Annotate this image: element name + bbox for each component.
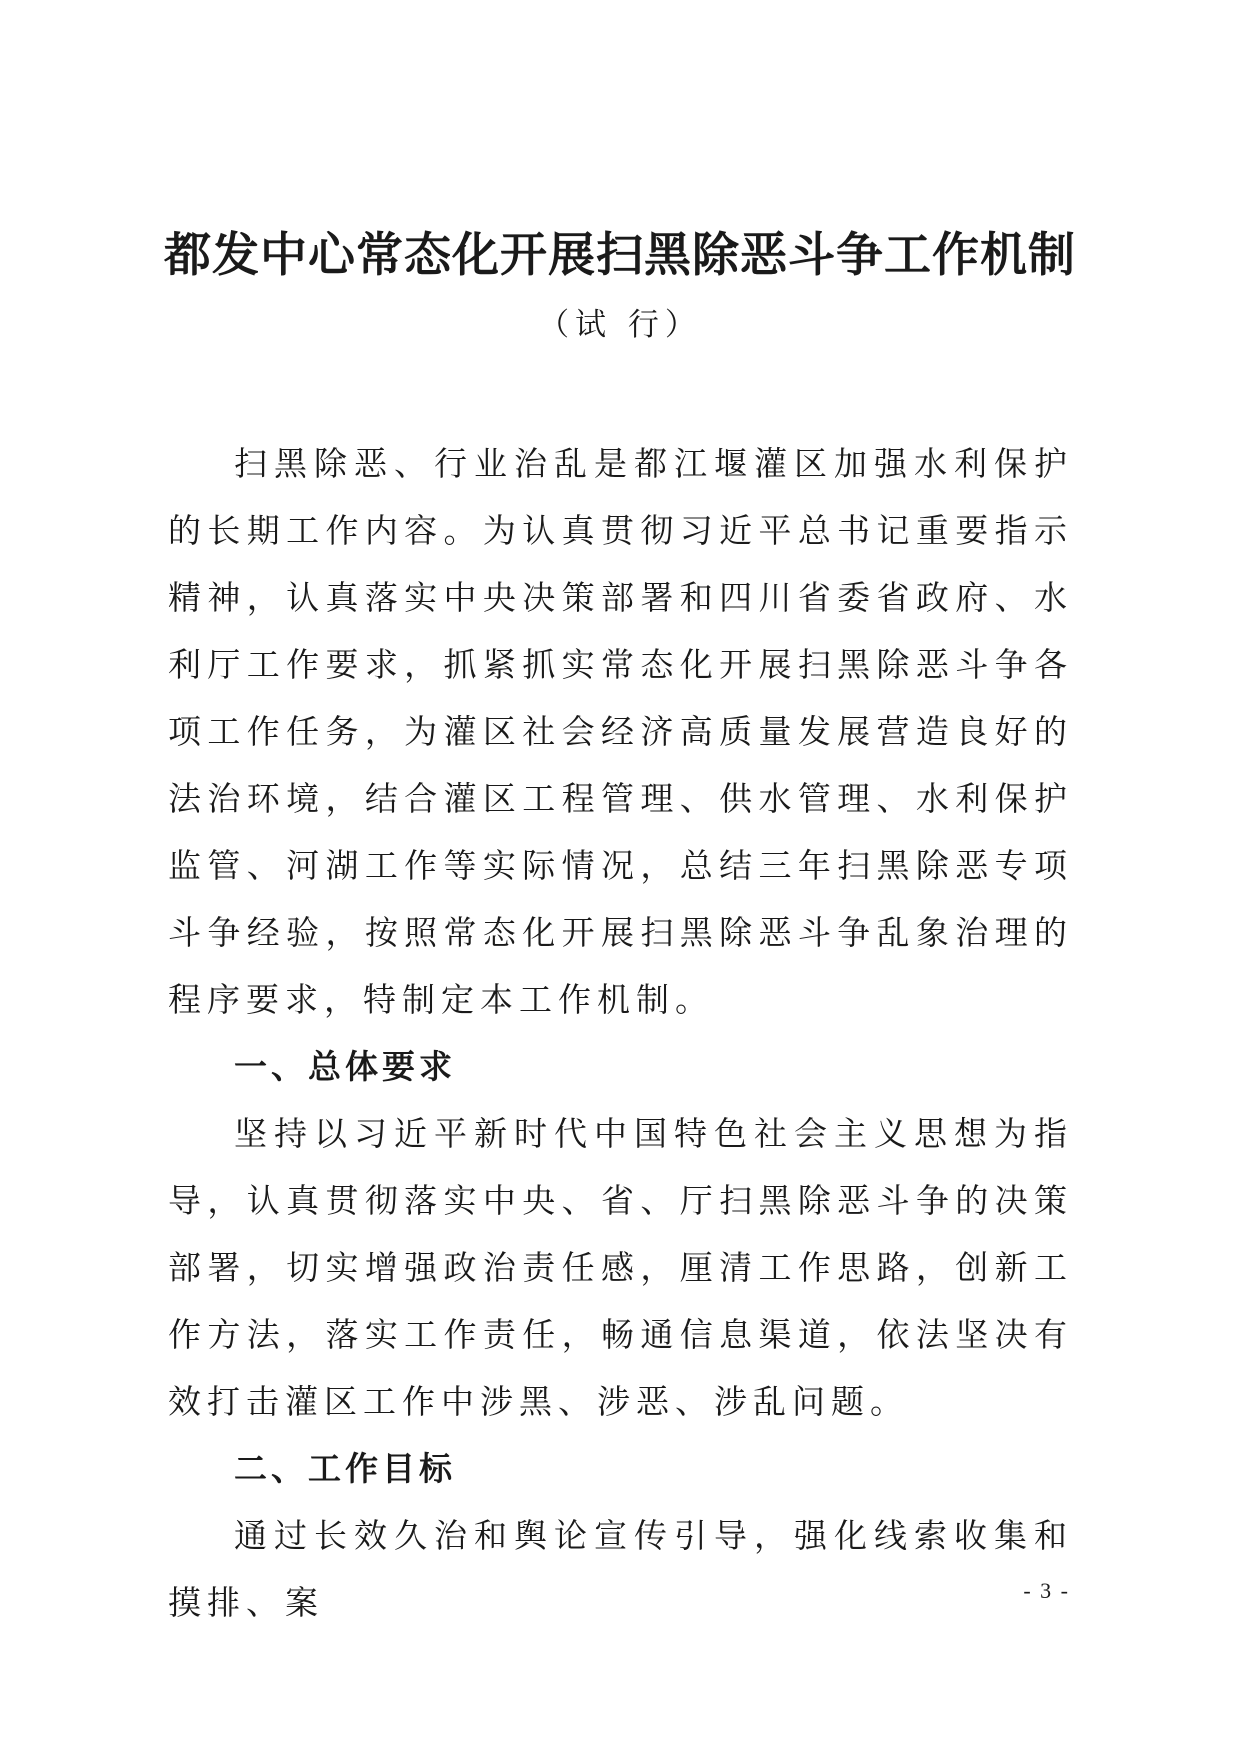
document-subtitle: （试 行） [538, 307, 702, 343]
section-heading-work-objectives: 二、工作目标 [234, 1449, 456, 1488]
general-requirements-paragraph: 坚持以习近平新时代中国特色社会主义思想为指导，认真贯彻落实中央、省、厅扫黑除恶斗争的决策部署，切实增强政治责任感，厘清工作思路，创新工作方法，落实工作责任，畅通信息渠道，依法坚决有效打击灌区工作中涉黑、涉恶、涉乱问题。 [168, 1114, 1073, 1421]
document-title: 都发中心常态化开展扫黑除恶斗争工作机制 [164, 228, 1076, 283]
document-body [168, 430, 1073, 1636]
page-number: - 3 - [1023, 1578, 1070, 1603]
section-heading-general-requirements: 一、总体要求 [234, 1047, 456, 1086]
intro-paragraph: 扫黑除恶、行业治乱是都江堰灌区加强水利保护的长期工作内容。为认真贯彻习近平总书记重要指示精神，认真落实中央决策部署和四川省委省政府、水利厅工作要求，抓紧抓实常态化开展扫黑除恶斗争各项工作任务，为灌区社会经济高质量发展营造良好的法治环境，结合灌区工程管理、供水管理、水利保护监管、河湖工作等实际情况，总结三年扫黑除恶专项斗争经验，按照常态化开展扫黑除恶斗争乱象治理的程序要求，特制定本工作机制。 [168, 444, 1073, 1019]
work-objectives-paragraph: 通过长效久治和舆论宣传引导，强化线索收集和摸排、案 [168, 1516, 1073, 1622]
